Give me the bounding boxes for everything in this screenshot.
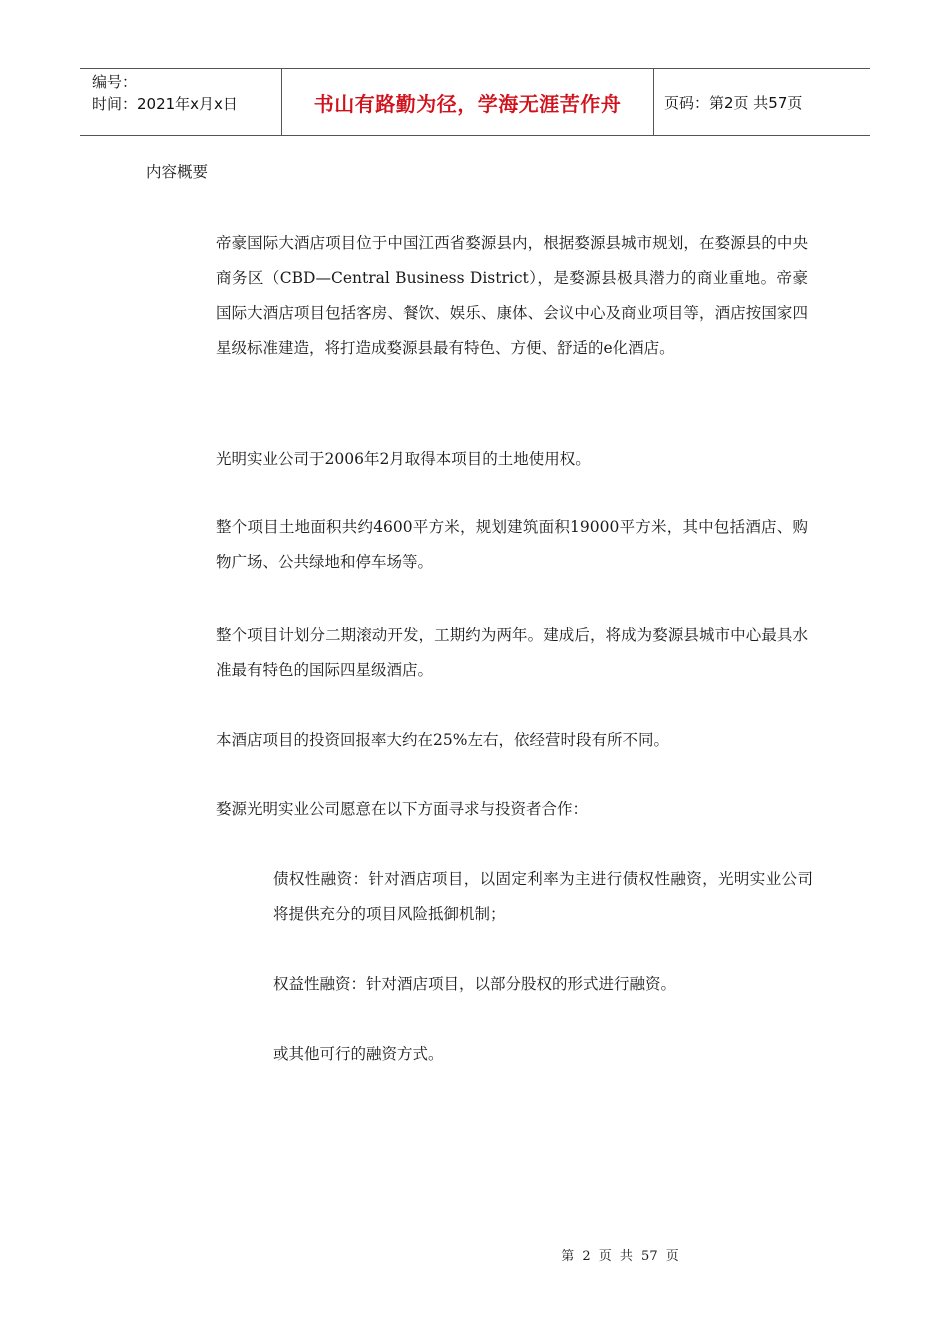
- land-rights-paragraph: 光明实业公司于2006年2月取得本项目的土地使用权。: [216, 450, 591, 468]
- date-label: 时间：2021年x月x日: [92, 95, 238, 113]
- roi-paragraph: 本酒店项目的投资回报率大约在25%左右，依经营时段有所不同。: [216, 731, 669, 749]
- document-header: [80, 68, 870, 136]
- header-meta: [80, 69, 282, 135]
- cooperation-paragraph: 婺源光明实业公司愿意在以下方面寻求与投资者合作：: [216, 800, 589, 818]
- intro-paragraph: 帝豪国际大酒店项目位于中国江西省婺源县内，根据婺源县城市规划，在婺源县的中央商务区（CBD—Central Business District），是婺源县极具潜力的商业重地。帝豪国际大酒店项目包括客房、餐饮、娱乐、康体、会议中心及商业项目等，酒店按国家四星级标准建造，将打造成婺源县最有特色、方便、舒适的e化酒店。: [216, 234, 808, 357]
- header-page-info-cell: [654, 69, 870, 135]
- financing-option-debt: 债权性融资：针对酒店项目，以固定利率为主进行债权性融资，光明实业公司将提供充分的项目风险抵御机制；: [273, 870, 813, 923]
- page-footer: 第 2 页 共 57 页: [561, 1249, 679, 1264]
- financing-option-other: 或其他可行的融资方式。: [273, 1045, 444, 1063]
- development-plan-paragraph: 整个项目计划分二期滚动开发，工期约为两年。建成后，将成为婺源县城市中心最具水准最有特色的国际四星级酒店。: [216, 626, 808, 679]
- number-label: 编号：: [92, 73, 138, 91]
- section-title: 内容概要: [146, 163, 209, 181]
- financing-option-equity: 权益性融资：针对酒店项目，以部分股权的形式进行融资。: [273, 975, 677, 993]
- motto-text: 书山有路勤为径，学海无涯苦作舟: [313, 91, 622, 116]
- header-motto-cell: [282, 69, 654, 135]
- land-area-paragraph: 整个项目土地面积共约4600平方米，规划建筑面积19000平方米，其中包括酒店、购物广场、公共绿地和停车场等。: [216, 518, 808, 571]
- page-info: 页码：第2页 共57页: [664, 93, 803, 112]
